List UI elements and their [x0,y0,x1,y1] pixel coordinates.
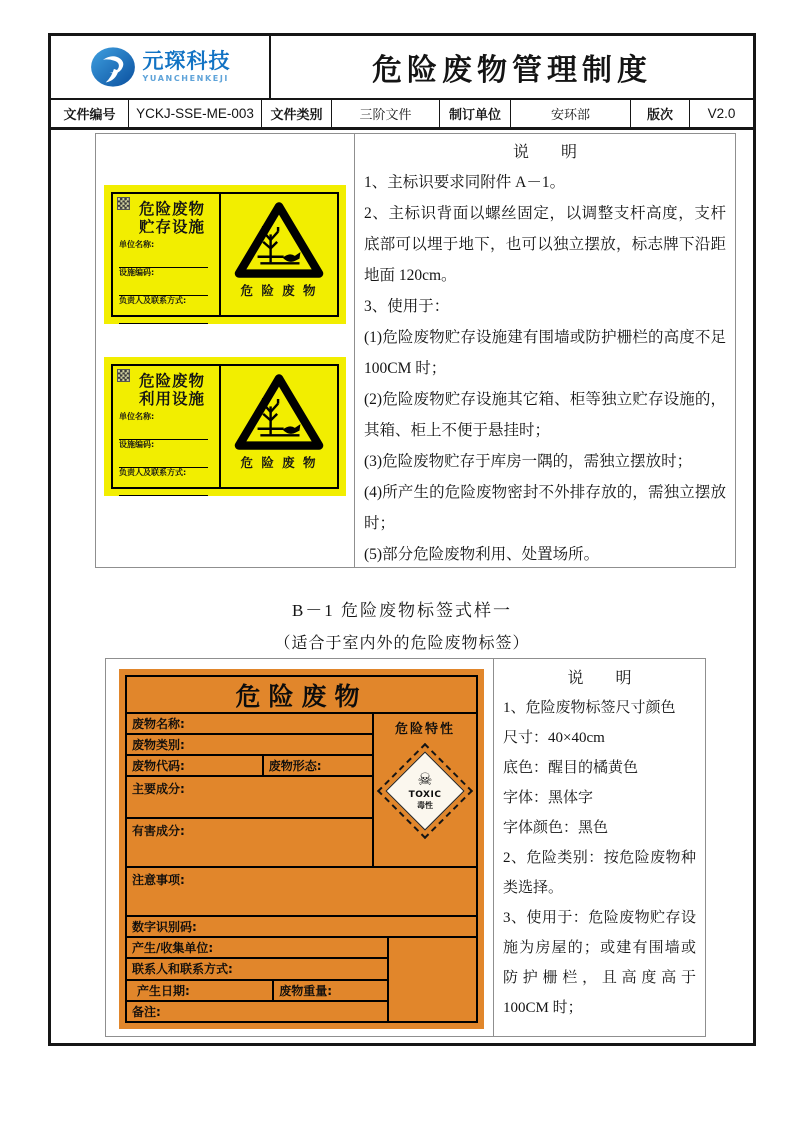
notes-title: 说 明 [567,670,632,687]
document-meta-row [51,100,753,130]
note-line: (5)部分危险废物利用、处置场所。 [364,546,600,563]
section2-heading: B－1 危险废物标签式样一 [291,601,513,620]
section1-signs-column [96,134,355,567]
company-logo [51,36,271,98]
label-title: 危险废物 [127,677,476,714]
environmental-hazard-triangle-icon [232,199,326,281]
document-title: 危险废物管理制度 [372,54,652,87]
company-name [143,51,231,83]
sign-field-contact: 负责人及联系方式: [119,296,212,324]
meta-version-label: 版次 [631,100,690,127]
sign-field-facility-code: 设施编码: [119,440,212,468]
meta-doc-category-label: 文件类别 [262,100,332,127]
field-harmful-components: 有害成分: [132,824,185,838]
document-body [51,130,753,1038]
meta-doc-number-label: 文件编号 [51,100,129,127]
field-date-weight-row [127,981,387,1002]
document-page [48,33,756,1046]
sign-caption: 危 险 废 物 [240,283,318,298]
field-contact: 联系人和联系方式: [127,959,387,980]
note-line: (1)危险废物贮存设施建有围墙或防护栅栏的高度不足 100CM 时； [364,329,726,377]
field-main-components: 主要成分: [127,777,372,819]
note-line: 底色：醒目的橘黄色 [503,760,639,776]
sign-title: 危险废物 利用设施 [138,372,205,408]
company-name-cn: 元琛科技 [142,49,231,73]
field-digital-id: 数字识别码: [127,917,476,938]
environmental-hazard-triangle-icon [232,371,326,453]
meta-version-value: V2.0 [707,106,736,121]
field-waste-form: 废物形态: [262,756,372,775]
section2-table [105,658,706,1037]
company-name-en: YUANCHENKEJI [142,74,229,83]
skull-crossbones-icon: ☠ [417,770,433,790]
company-logo-icon [90,46,136,88]
document-header [51,36,753,100]
note-line: 2、主标识背面以螺丝固定，以调整支杆高度，支杆底部可以埋于地下，也可以独立摆放，标志牌下沿距地面 120cm。 [364,205,726,284]
note-line: (2)危险废物贮存设施其它箱、柜等独立贮存设施的，其箱、柜上不便于悬挂时； [364,391,726,439]
toxic-text-cn: 毒性 [417,801,433,810]
hazard-characteristic-panel [372,714,476,866]
utilization-facility-sign [104,357,346,496]
field-code-form-row [127,756,372,777]
field-precautions: 注意事项: [127,868,476,917]
meta-doc-category-value: 三阶文件 [332,100,440,127]
section2-subheading: （适合于室内外的危险废物标签） [274,635,530,652]
meta-issuing-dept-value: 安环部 [511,100,631,127]
section2-notes [494,659,705,1036]
note-line: 字体颜色：黑色 [503,820,609,836]
note-line: (4)所产生的危险废物密封不外排存放的，需独立摆放时； [364,484,726,532]
notes-title: 说 明 [512,144,577,161]
section1-notes [355,134,735,567]
note-line: 字体：黑体字 [503,790,594,806]
field-generation-date: 产生日期: [137,983,190,998]
field-waste-weight: 废物重量: [272,981,387,1000]
label-blank-cell [389,938,476,1021]
field-generator-unit: 产生/收集单位: [127,938,387,959]
hazardous-waste-label [119,669,484,1029]
toxic-text-en: TOXIC [408,790,442,800]
sign-field-facility-code: 设施编码: [119,268,212,296]
note-line: 尺寸：40×40cm [503,730,605,746]
note-line: (3)危险废物贮存于库房一隅的，需独立摆放时； [364,453,693,470]
meta-doc-number-value: YCKJ-SSE-ME-003 [129,100,262,127]
storage-facility-sign [104,185,346,324]
section1-table [95,133,736,568]
sign-field-contact: 负责人及联系方式: [119,468,212,496]
field-waste-category: 废物类别: [127,735,372,756]
note-line: 3、使用于： [364,298,450,315]
note-line: 1、危险废物标签尺寸颜色 [503,700,676,716]
sign-field-unit-name: 单位名称: [119,412,212,440]
sign-field-unit-name: 单位名称: [119,240,212,268]
note-line: 1、主标识要求同附件 A－1。 [364,174,566,191]
note-line: 2、危险类别：按危险废物种类选择。 [503,850,696,896]
meta-issuing-dept-label: 制订单位 [440,100,511,127]
note-line: 3、使用于：危险废物贮存设施为房屋的；或建有围墙或防护栅栏，且高度高于 100CM 时； [503,910,696,1016]
hazard-characteristic-label: 危险特性 [394,722,455,737]
qr-code-icon [117,197,130,210]
toxic-diamond-icon [385,751,464,830]
sign-title: 危险废物 贮存设施 [138,200,205,236]
sign-caption: 危 险 废 物 [240,455,318,470]
field-remarks: 备注: [132,1004,161,1019]
qr-code-icon [117,369,130,382]
section2-label-column [106,659,494,1036]
field-waste-code: 废物代码: [132,759,185,773]
field-waste-name: 废物名称: [127,714,372,735]
